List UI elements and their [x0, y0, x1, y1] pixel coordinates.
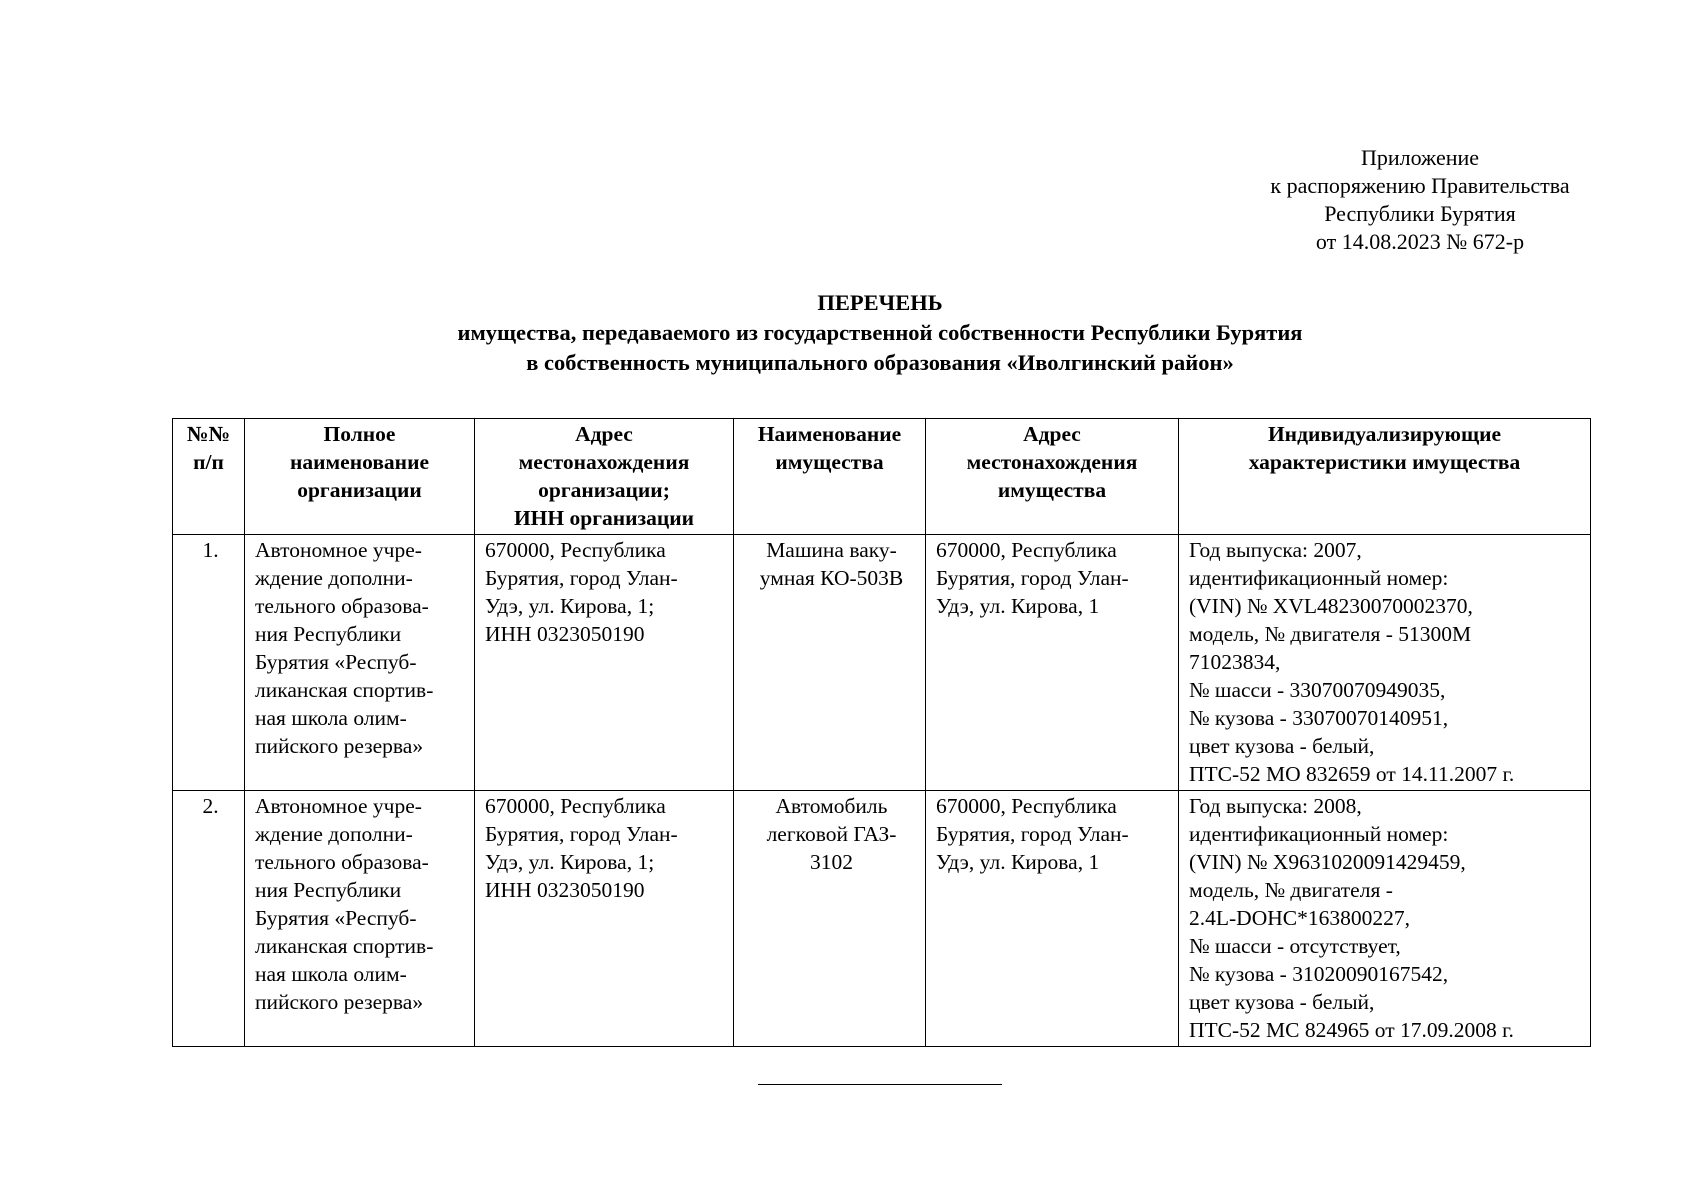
title-line-2: имущества, передаваемого из государственной собственности Республики Бурятия: [457, 320, 1303, 345]
characteristic-line: № шасси - 33070070949035,: [1189, 678, 1446, 702]
header-text: Полное: [323, 422, 396, 446]
property-name-cell: [734, 535, 926, 791]
organization-line: тельного образова-: [255, 850, 429, 874]
header-property-name: [734, 419, 926, 535]
appendix-block: [1240, 144, 1600, 256]
characteristic-line: 71023834,: [1189, 650, 1281, 674]
property-line: умная КО-503В: [759, 566, 904, 590]
organization-line: Автономное учре-: [255, 794, 422, 818]
property-address-cell: [926, 791, 1179, 1047]
row-number: [173, 535, 245, 791]
address-line: 670000, Республика: [936, 538, 1117, 562]
characteristics-cell: [1179, 791, 1591, 1047]
organization-line: ная школа олим-: [255, 962, 407, 986]
characteristic-line: идентификационный номер:: [1189, 566, 1449, 590]
property-name-cell: [734, 791, 926, 1047]
row-number-text: 2.: [202, 794, 219, 818]
organization-line: Бурятия «Респуб-: [255, 650, 417, 674]
header-text: №№: [186, 422, 231, 446]
header-text: организации;: [538, 478, 670, 502]
characteristic-line: (VIN) № X9631020091429459,: [1189, 850, 1466, 874]
organization-line: Бурятия «Респуб-: [255, 906, 417, 930]
header-number: [173, 419, 245, 535]
header-text: местонахождения: [518, 450, 690, 474]
characteristic-line: идентификационный номер:: [1189, 822, 1449, 846]
table-row: [173, 791, 1591, 1047]
header-text: имущества: [775, 450, 884, 474]
row-number: [173, 791, 245, 1047]
title-line-3: в собственность муниципального образования «Иволгинский район»: [526, 350, 1234, 375]
header-text: местонахождения: [966, 450, 1138, 474]
header-property-address: [926, 419, 1179, 535]
organization-address-cell: [475, 535, 734, 791]
footer-divider: [758, 1084, 1002, 1085]
organization-cell: [245, 535, 475, 791]
title-heading: ПЕРЕЧЕНЬ: [817, 290, 943, 315]
organization-address-cell: [475, 791, 734, 1047]
characteristic-line: (VIN) № XVL48230070002370,: [1189, 594, 1473, 618]
characteristic-line: ПТС-52 МС 824965 от 17.09.2008 г.: [1189, 1018, 1514, 1042]
characteristic-line: № кузова - 33070070140951,: [1189, 706, 1449, 730]
header-text: Индивидуализирующие: [1267, 422, 1502, 446]
organization-line: пийского резерва»: [255, 734, 424, 758]
organization-line: Автономное учре-: [255, 538, 422, 562]
appendix-line: Приложение: [1360, 145, 1480, 170]
address-line: Удэ, ул. Кирова, 1;: [485, 850, 655, 874]
property-line: Автомобиль: [775, 794, 888, 818]
characteristic-line: Год выпуска: 2007,: [1189, 538, 1362, 562]
inn-line: ИНН 0323050190: [485, 878, 645, 902]
characteristic-line: Год выпуска: 2008,: [1189, 794, 1362, 818]
header-characteristics: [1179, 419, 1591, 535]
row-number-text: 1.: [202, 538, 219, 562]
header-text: Адрес: [575, 422, 633, 446]
address-line: Бурятия, город Улан-: [485, 566, 678, 590]
characteristic-line: 2.4L-DOHC*163800227,: [1189, 906, 1410, 930]
table-header-row: [173, 419, 1591, 535]
organization-line: ная школа олим-: [255, 706, 407, 730]
property-line: Машина ваку-: [766, 538, 897, 562]
header-text: Наименование: [757, 422, 902, 446]
organization-line: ния Республики: [255, 622, 402, 646]
document-title: [170, 288, 1590, 378]
characteristic-line: цвет кузова - белый,: [1189, 734, 1375, 758]
organization-line: пийского резерва»: [255, 990, 424, 1014]
address-line: Бурятия, город Улан-: [936, 822, 1129, 846]
address-line: Бурятия, город Улан-: [936, 566, 1129, 590]
address-line: Бурятия, город Улан-: [485, 822, 678, 846]
characteristic-line: № кузова - 31020090167542,: [1189, 962, 1449, 986]
address-line: 670000, Республика: [936, 794, 1117, 818]
organization-line: ждение дополни-: [255, 566, 413, 590]
characteristic-line: ПТС-52 МО 832659 от 14.11.2007 г.: [1189, 762, 1515, 786]
organization-line: тельного образова-: [255, 594, 429, 618]
organization-cell: [245, 791, 475, 1047]
header-text: характеристики имущества: [1248, 450, 1521, 474]
table-row: [173, 535, 1591, 791]
organization-line: ликанская спортив-: [255, 678, 434, 702]
header-organization: [245, 419, 475, 535]
header-text: наименование: [290, 450, 429, 474]
appendix-line: к распоряжению Правительства: [1270, 173, 1570, 198]
appendix-line: Республики Бурятия: [1324, 201, 1516, 226]
characteristics-cell: [1179, 535, 1591, 791]
characteristic-line: № шасси - отсутствует,: [1189, 934, 1401, 958]
characteristic-line: модель, № двигателя - 51300М: [1189, 622, 1472, 646]
inn-line: ИНН 0323050190: [485, 622, 645, 646]
property-line: легковой ГАЗ-: [766, 822, 897, 846]
property-table: [172, 418, 1591, 1047]
address-line: 670000, Республика: [485, 538, 666, 562]
address-line: Удэ, ул. Кирова, 1;: [485, 594, 655, 618]
header-text: ИНН организации: [513, 506, 695, 530]
organization-line: ждение дополни-: [255, 822, 413, 846]
address-line: Удэ, ул. Кирова, 1: [936, 850, 1100, 874]
header-text: п/п: [193, 450, 224, 474]
characteristic-line: модель, № двигателя -: [1189, 878, 1393, 902]
organization-line: ликанская спортив-: [255, 934, 434, 958]
property-address-cell: [926, 535, 1179, 791]
header-text: Адрес: [1023, 422, 1081, 446]
header-text: организации: [297, 478, 422, 502]
characteristic-line: цвет кузова - белый,: [1189, 990, 1375, 1014]
address-line: Удэ, ул. Кирова, 1: [936, 594, 1100, 618]
property-line: 3102: [810, 850, 853, 874]
appendix-line: от 14.08.2023 № 672-р: [1315, 229, 1525, 254]
address-line: 670000, Республика: [485, 794, 666, 818]
header-text: имущества: [997, 478, 1107, 502]
header-organization-address: [475, 419, 734, 535]
organization-line: ния Республики: [255, 878, 402, 902]
